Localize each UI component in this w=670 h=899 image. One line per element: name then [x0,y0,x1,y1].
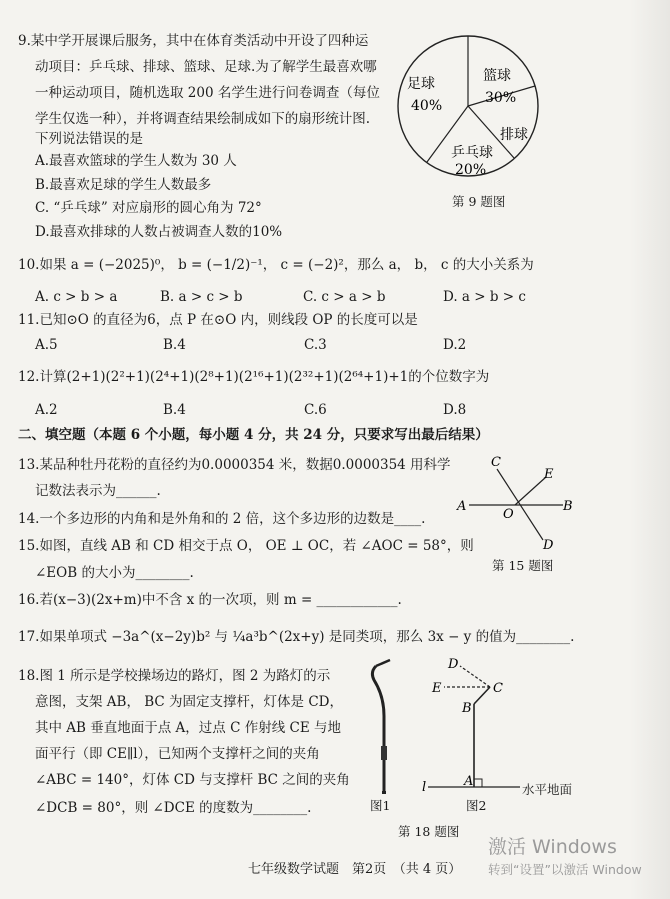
q9-pie-chart [395,28,545,188]
q18-label-b: B [462,701,472,716]
q10-option-c: C. c > a > b [303,289,386,305]
q10-option-a: A. c > b > a [35,289,118,305]
page-footer: 七年级数学试题 第2页 （共 4 页） [248,862,462,877]
q18-line-1: 18.图 1 所示是学校操场边的路灯，图 2 为路灯的示 [18,668,331,684]
windows-activation-watermark-title: 激活 Windows [488,836,617,858]
q18-label-l: l [422,780,427,792]
q18-street-lamp-drawing [362,656,402,796]
q18-fig1-label: 图1 [370,798,391,813]
pie-label-pingpong: 乒乓球 [451,145,493,161]
page-edge-shadow [630,0,670,899]
q12-option-a: A.2 [35,402,58,418]
q15-line-1: 15.如图，直线 AB 和 CD 相交于点 O， OE ⊥ OC，若 ∠AOC = 58°，则 [18,538,474,554]
pie-label-volleyball: 排球 [500,127,528,143]
q17-line: 17.如果单项式 −3a^(x−2y)b² 与 ¼a³b^(2x+y) 是同类项，那么 3x − y 的值为________. [18,629,575,645]
q14-line: 14.一个多边形的内角和是外角和的 2 倍，这个多边形的边数是____. [18,511,426,527]
q18-line-4: 面平行（即 CE∥l），已知两个支撑杆之间的夹角 [35,746,320,762]
q9-figure-caption: 第 9 题图 [452,194,506,209]
pie-value-pingpong: 20% [455,162,487,178]
q18-line-3: 其中 AB 垂直地面于点 A，过点 C 作射线 CE 与地 [35,720,341,736]
q11-option-c: C.3 [304,337,327,353]
q15-figure [455,452,575,556]
q18-label-a: A [464,774,474,789]
q18-ground-label: 水平地面 [522,782,573,797]
q9-line-4: 学生仅选一种），并将调查结果绘制成如下的扇形统计图. [35,111,371,127]
q18-fig2-label: 图2 [466,798,487,813]
q15-label-o: O [503,507,514,522]
q16-line: 16.若(x−3)(2x+m)中不含 x 的一次项，则 m = ____________. [18,592,402,608]
q9-option-c: C. “乒乓球” 对应扇形的圆心角为 72° [35,200,262,216]
pie-label-basketball: 篮球 [483,68,511,84]
q10-line: 10.如果 a = (−2025)⁰， b = (−1/2)⁻¹， c = (−2)²，那么 a， b， c 的大小关系为 [18,257,534,273]
pie-label-football: 足球 [407,76,435,92]
q9-option-b: B.最喜欢足球的学生人数最多 [35,177,212,193]
q18-label-e: E [432,681,442,696]
q11-option-d: D.2 [443,337,467,353]
pie-value-football: 40% [411,98,443,114]
q15-figure-caption: 第 15 题图 [492,558,554,573]
q11-option-a: A.5 [35,337,58,353]
q18-line-6: ∠DCB = 80°，则 ∠DCE 的度数为________. [35,800,312,816]
q10-option-b: B. a > c > b [160,289,243,305]
q9-option-a: A.最喜欢篮球的学生人数为 30 人 [35,153,237,169]
section-2-heading: 二、填空题（本题 6 个小题，每小题 4 分，共 24 分，只要求写出最后结果） [18,427,489,443]
q15-label-e: E [544,467,554,482]
q13-line-2: 记数法表示为______. [35,483,161,499]
q18-label-d: D [448,657,459,672]
q13-line-1: 13.某品种牡丹花粉的直径约为0.0000354 米，数据0.0000354 用科学 [18,457,451,473]
q18-figure-caption: 第 18 题图 [398,824,460,839]
q15-label-b: B [563,499,573,514]
q18-schematic-figure [418,652,538,792]
q18-line-5: ∠ABC = 140°，灯体 CD 与支撑杆 BC 之间的夹角 [35,772,350,788]
q9-line-5: 下列说法错误的是 [35,131,143,147]
q12-option-d: D.8 [443,402,467,418]
q10-option-d: D. a > b > c [443,289,526,305]
windows-activation-watermark-hint: 转到“设置”以激活 Window [488,862,642,877]
q11-option-b: B.4 [163,337,186,353]
q12-option-b: B.4 [163,402,186,418]
q18-label-c: C [493,681,503,696]
q9-option-d: D.最喜欢排球的人数占被调查人数的10% [35,224,283,240]
q15-label-d: D [543,538,554,553]
q15-line-2: ∠EOB 的大小为________. [35,565,194,581]
q11-line: 11.已知⊙O 的直径为6，点 P 在⊙O 内，则线段 OP 的长度可以是 [18,312,418,328]
pie-value-basketball: 30% [485,90,517,106]
q12-option-c: C.6 [304,402,327,418]
q18-line-2: 意图，支架 AB， BC 为固定支撑杆，灯体是 CD， [35,694,343,710]
q12-line: 12.计算(2+1)(2²+1)(2⁴+1)(2⁸+1)(2¹⁶+1)(2³²+1)(2⁶⁴+1)+1的个位数字为 [18,369,490,385]
q15-label-a: A [457,499,467,514]
q9-line-2: 动项目：乒乓球、排球、篮球、足球.为了解学生最喜欢哪 [35,59,377,75]
q9-line-1: 9.某中学开展课后服务，其中在体育类活动中开设了四种运 [18,33,369,49]
q9-line-3: 一种运动项目，随机选取 200 名学生进行问卷调查（每位 [35,85,380,101]
q15-label-c: C [491,455,501,470]
